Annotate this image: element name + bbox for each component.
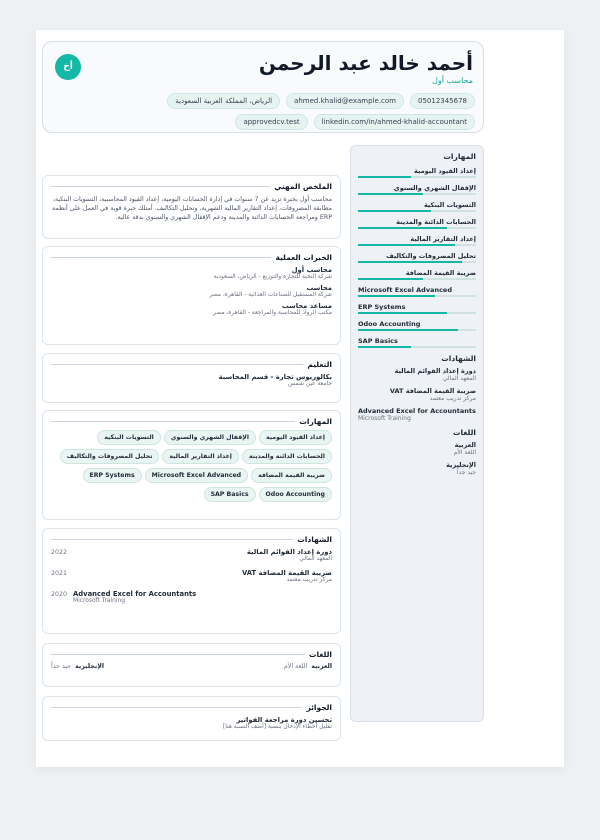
skill-level-fill [358,210,431,212]
sidebar-lang [358,461,476,476]
summary-text: محاسب أول بخبرة تزيد عن 7 سنوات في إدارة الحسابات اليومية، إعداد القيود المحاسبية، التسويات البنكية، مطابقة المصروفات، إعداد التقارير المالية الشهرية، وتحليل التكاليف. أمتلك خبرة قوية في العمل على أنظمة ERP ومراجعة الحسابات الدائنة والمدينة ودعم الإقفال الشهري والسنوي بدقة عالية. [52,196,332,222]
skill-tag: الإقفال الشهري والسنوي [164,430,256,445]
sidebar-cert-issuer: مركز تدريب معتمد [429,395,476,402]
skill-level-bar [358,312,476,314]
sidebar-cert-list [358,367,476,422]
sidebar-skill-label: تحليل المصروفات والتكاليف [386,252,476,260]
education-item [51,373,332,387]
sidebar-langs-title: اللغات [452,428,476,437]
sidebar-skill [358,165,476,178]
skill-level-bar [358,244,476,246]
skill-level-bar [358,176,476,178]
section-title: الشهادات [297,535,332,544]
job-title: مساعد محاسب [281,302,332,310]
sidebar-cert-title: دورة إعداد القوائم المالية [394,367,476,375]
sidebar-cert-issuer: المعهد المالي [442,375,476,382]
sidebar-skill-label: إعداد القيود اليومية [414,167,476,175]
languages-section [42,643,341,687]
experience-section [42,246,341,345]
sidebar-cert [358,387,476,402]
skill-tag: التسويات البنكية [97,430,161,445]
sidebar [350,145,484,722]
sidebar-skill [358,284,476,297]
skill-tag: ضريبة القيمة المضافة [251,468,332,483]
skill-level-fill [358,312,447,314]
degree: بكالوريوس تجارة - قسم المحاسبة [218,373,332,381]
skills-section [42,410,341,520]
skill-level-fill [358,278,423,280]
sidebar-skill [358,233,476,246]
cert-year: 2020 [51,591,68,598]
job-item [51,284,332,298]
divider [51,707,302,708]
skill-level-bar [358,227,476,229]
sidebar-skill [358,250,476,263]
skill-level-fill [358,261,462,263]
section-title: التعليم [307,360,332,369]
sidebar-skill-label: ضريبة القيمة المضافة [405,269,476,277]
skill-tag: ERP Systems [83,468,142,483]
skill-level-fill [358,346,411,348]
skill-level-bar [358,278,476,280]
cert-item [51,548,332,562]
sidebar-skill [358,335,476,348]
skill-level-bar [358,295,476,297]
sidebar-lang [358,441,476,456]
sidebar-cert [358,407,476,422]
sidebar-cert-title: Advanced Excel for Accountants [358,407,476,415]
section-title: الجوائز [306,703,332,712]
cert-issuer: المعهد المالي [299,556,332,562]
sidebar-skill-label: إعداد التقارير المالية [410,235,476,243]
job-title: محاسب أول [432,76,473,85]
certifications-section [42,528,341,634]
job-item [51,302,332,316]
sidebar-certs-title: الشهادات [441,354,476,363]
sidebar-lang-level: جيد جداً [456,469,476,476]
website-chip[interactable]: approvedcv.test [235,114,307,130]
contact-chips [55,93,475,130]
language-item: الإنجليزيةجيد جداً [51,663,105,670]
job-title: محاسب [306,284,332,292]
cert-issuer: Microsoft Training [73,598,125,604]
cert-title: ضريبة القيمة المضافة VAT [241,569,332,577]
skill-tag: تحليل المصروفات والتكاليف [60,449,160,464]
sidebar-cert [358,367,476,382]
cert-year: 2021 [51,570,68,577]
language-item: العربيةاللغة الأم [283,663,332,670]
skill-level-bar [358,261,476,263]
divider [51,654,305,655]
summary-section [42,175,341,239]
cert-title: دورة إعداد القوائم المالية [246,548,332,556]
language-list [51,663,332,670]
award-item [51,716,332,730]
linkedin-chip[interactable]: linkedin.com/in/ahmed-khalid-accountant [314,114,475,130]
skill-level-bar [358,210,476,212]
sidebar-skill [358,318,476,331]
skill-tags [51,430,332,502]
divider [51,257,271,258]
sidebar-lang-list [358,441,476,476]
phone-chip[interactable]: 05012345678 [410,93,475,109]
sidebar-skill [358,199,476,212]
job-item [51,266,332,280]
sidebar-skill-label: الحسابات الدائنة والمدينة [396,218,476,226]
sidebar-lang-level: اللغة الأم [453,449,476,456]
sidebar-skill [358,301,476,314]
skill-level-fill [358,329,458,331]
sidebar-skill [358,267,476,280]
award-title: تحسين دورة مراجعة الفواتير [236,716,332,724]
awards-section [42,696,341,741]
skill-tag: SAP Basics [204,487,256,502]
section-title: الملخص المهني [274,182,332,191]
email-chip[interactable]: ahmed.khalid@example.com [286,93,404,109]
skill-level-fill [358,227,447,229]
cert-item [51,569,332,583]
skill-level-fill [358,193,423,195]
sidebar-lang-name: العربية [454,441,476,449]
divider [51,421,295,422]
resume-header [42,41,484,133]
job-company: مكتب الرواد للمحاسبة والمراجعة - القاهرة، مصر [212,310,332,316]
skill-level-bar [358,193,476,195]
divider [51,539,293,540]
cert-title: Advanced Excel for Accountants [73,590,197,598]
school: جامعة عين شمس [288,381,332,387]
sidebar-skill [358,182,476,195]
sidebar-cert-issuer: Microsoft Training [358,415,411,422]
skill-tag: إعداد القيود اليومية [259,430,332,445]
sidebar-skills-title: المهارات [443,152,476,161]
job-title: محاسب أول [291,266,332,274]
divider [51,186,270,187]
skill-level-fill [358,295,435,297]
skill-tag: إعداد التقارير المالية [162,449,239,464]
job-company: شركة النخبة للتجارة والتوزيع - الرياض، السعودية [213,274,332,280]
cert-item [51,590,332,604]
section-title: الخبرات العملية [275,253,332,262]
sidebar-skill [358,216,476,229]
sidebar-cert-title: ضريبة القيمة المضافة VAT [389,387,476,395]
cert-issuer: مركز تدريب معتمد [286,577,332,583]
skill-tag: الحسابات الدائنة والمدينة [242,449,332,464]
divider [51,364,303,365]
sidebar-lang-name: الإنجليزية [446,461,476,469]
sidebar-skill-label: SAP Basics [358,337,398,345]
location-chip: الرياض، المملكة العربية السعودية [167,93,280,109]
award-desc: تقليل أخطاء الإدخال بنسبة [أضف النسبة هنا] [222,724,332,730]
avatar: أخ [55,54,81,80]
sidebar-skill-label: Microsoft Excel Advanced [358,286,452,294]
section-title: اللغات [308,650,332,659]
cert-year: 2022 [51,549,68,556]
skill-tag: Odoo Accounting [259,487,332,502]
section-title: المهارات [299,417,332,426]
skill-tag: Microsoft Excel Advanced [145,468,248,483]
skill-level-fill [358,244,455,246]
skill-level-fill [358,176,411,178]
sidebar-skill-label: الإقفال الشهري والسنوي [393,184,476,192]
sidebar-skill-label: التسويات البنكية [423,201,476,209]
candidate-name: أحمد خالد عبد الرحمن [258,51,473,75]
sidebar-skill-list [358,165,476,348]
job-company: شركة المستقبل للصناعات الغذائية - القاهرة، مصر [209,292,332,298]
education-section [42,353,341,403]
skill-level-bar [358,329,476,331]
skill-level-bar [358,346,476,348]
sidebar-skill-label: ERP Systems [358,303,406,311]
sidebar-skill-label: Odoo Accounting [358,320,421,328]
